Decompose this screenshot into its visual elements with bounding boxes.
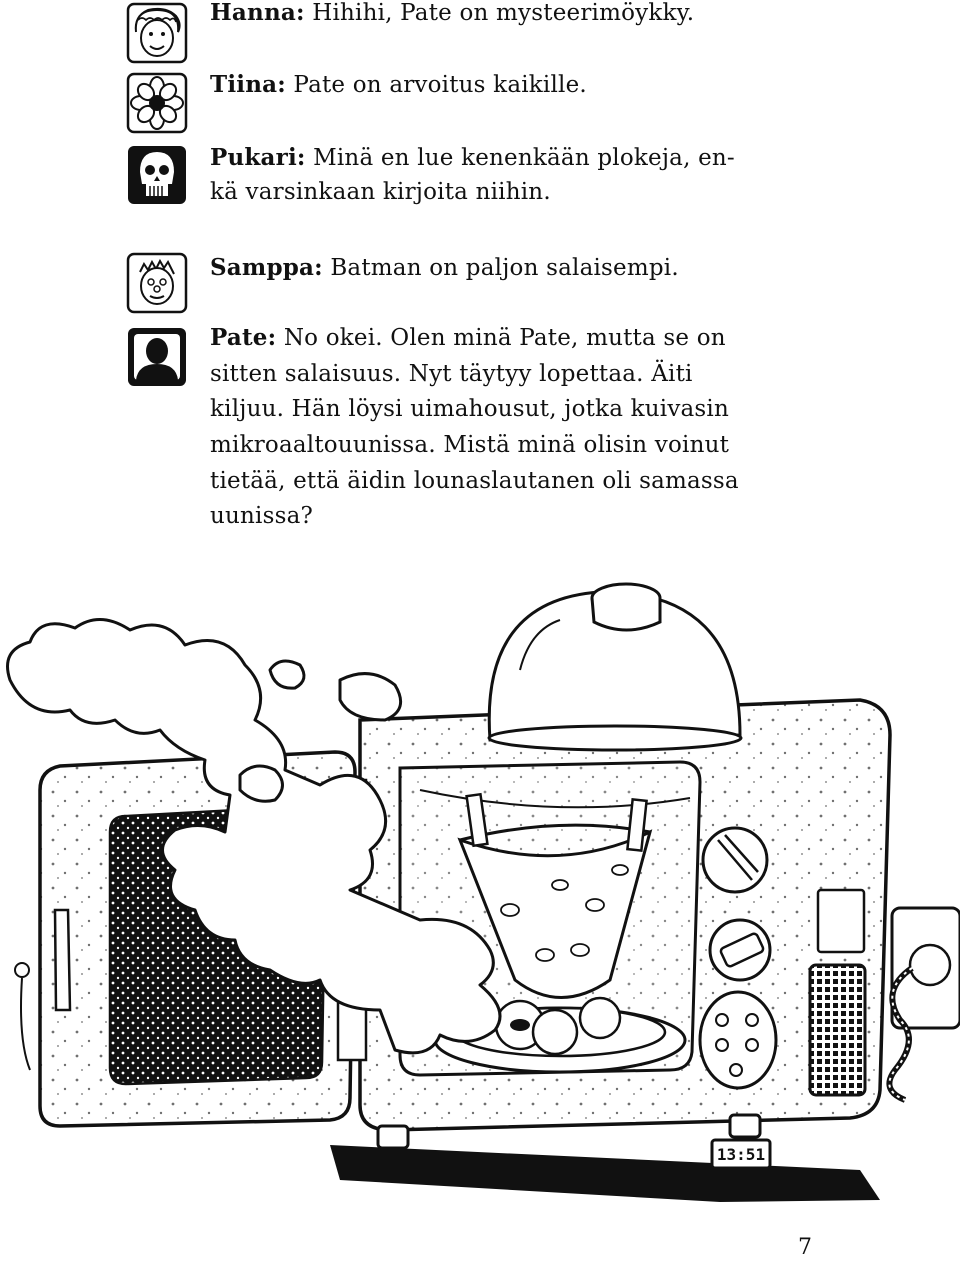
dialogue-hanna: [210, 0, 694, 28]
page-number: 7: [798, 1235, 812, 1260]
glass-dome-icon: [489, 584, 741, 750]
dialogue-pate: [210, 323, 726, 353]
dialogue-text: Hihihi, Pate on mysteerimöykky.: [312, 0, 695, 26]
hanna-face-icon: [126, 2, 188, 64]
dialogue-pukari: [210, 143, 735, 173]
wall-socket-icon: [889, 908, 960, 1100]
dialogue-text: kiljuu. Hän löysi uimahousut, jotka kuivasin: [210, 396, 730, 422]
dialogue-text: tietää, että äidin lounaslautanen oli samassa: [210, 468, 739, 494]
tiina-flower-icon: [126, 72, 188, 134]
vent-grill: [810, 965, 865, 1095]
dialogue-text: No okei. Olen minä Pate, mutta se on: [283, 325, 726, 351]
dialogue-text: uunissa?: [210, 503, 314, 529]
clock-display-text: 13:51: [716, 1145, 766, 1164]
microwave-illustration: [0, 570, 960, 1230]
pukari-skull-icon: [126, 144, 188, 206]
dialogue-text: sitten salaisuus. Nyt täytyy lopettaa. Äiti: [210, 361, 693, 387]
speaker-name: Tiina:: [210, 71, 286, 98]
speaker-name: Samppa:: [210, 254, 323, 281]
dialogue-tiina: [210, 70, 587, 100]
dialogue-text: Minä en lue kenenkään plokeja, en-: [313, 145, 735, 171]
dialogue-text: Pate on arvoitus kaikille.: [293, 72, 587, 98]
floor-shadow: [330, 1145, 880, 1202]
dialogue-text: mikroaaltouunissa. Mistä minä olisin voinut: [210, 432, 730, 458]
pate-silhouette-icon: [126, 326, 188, 388]
dialogue-text: kä varsinkaan kirjoita niihin.: [210, 179, 551, 205]
dialogue-samppa: [210, 253, 679, 283]
dialogue-text: Batman on paljon salaisempi.: [330, 255, 679, 281]
speaker-name: Pukari:: [210, 144, 306, 171]
speaker-name: Pate:: [210, 324, 277, 351]
speaker-name: Hanna:: [210, 0, 305, 26]
samppa-face-icon: [126, 252, 188, 314]
